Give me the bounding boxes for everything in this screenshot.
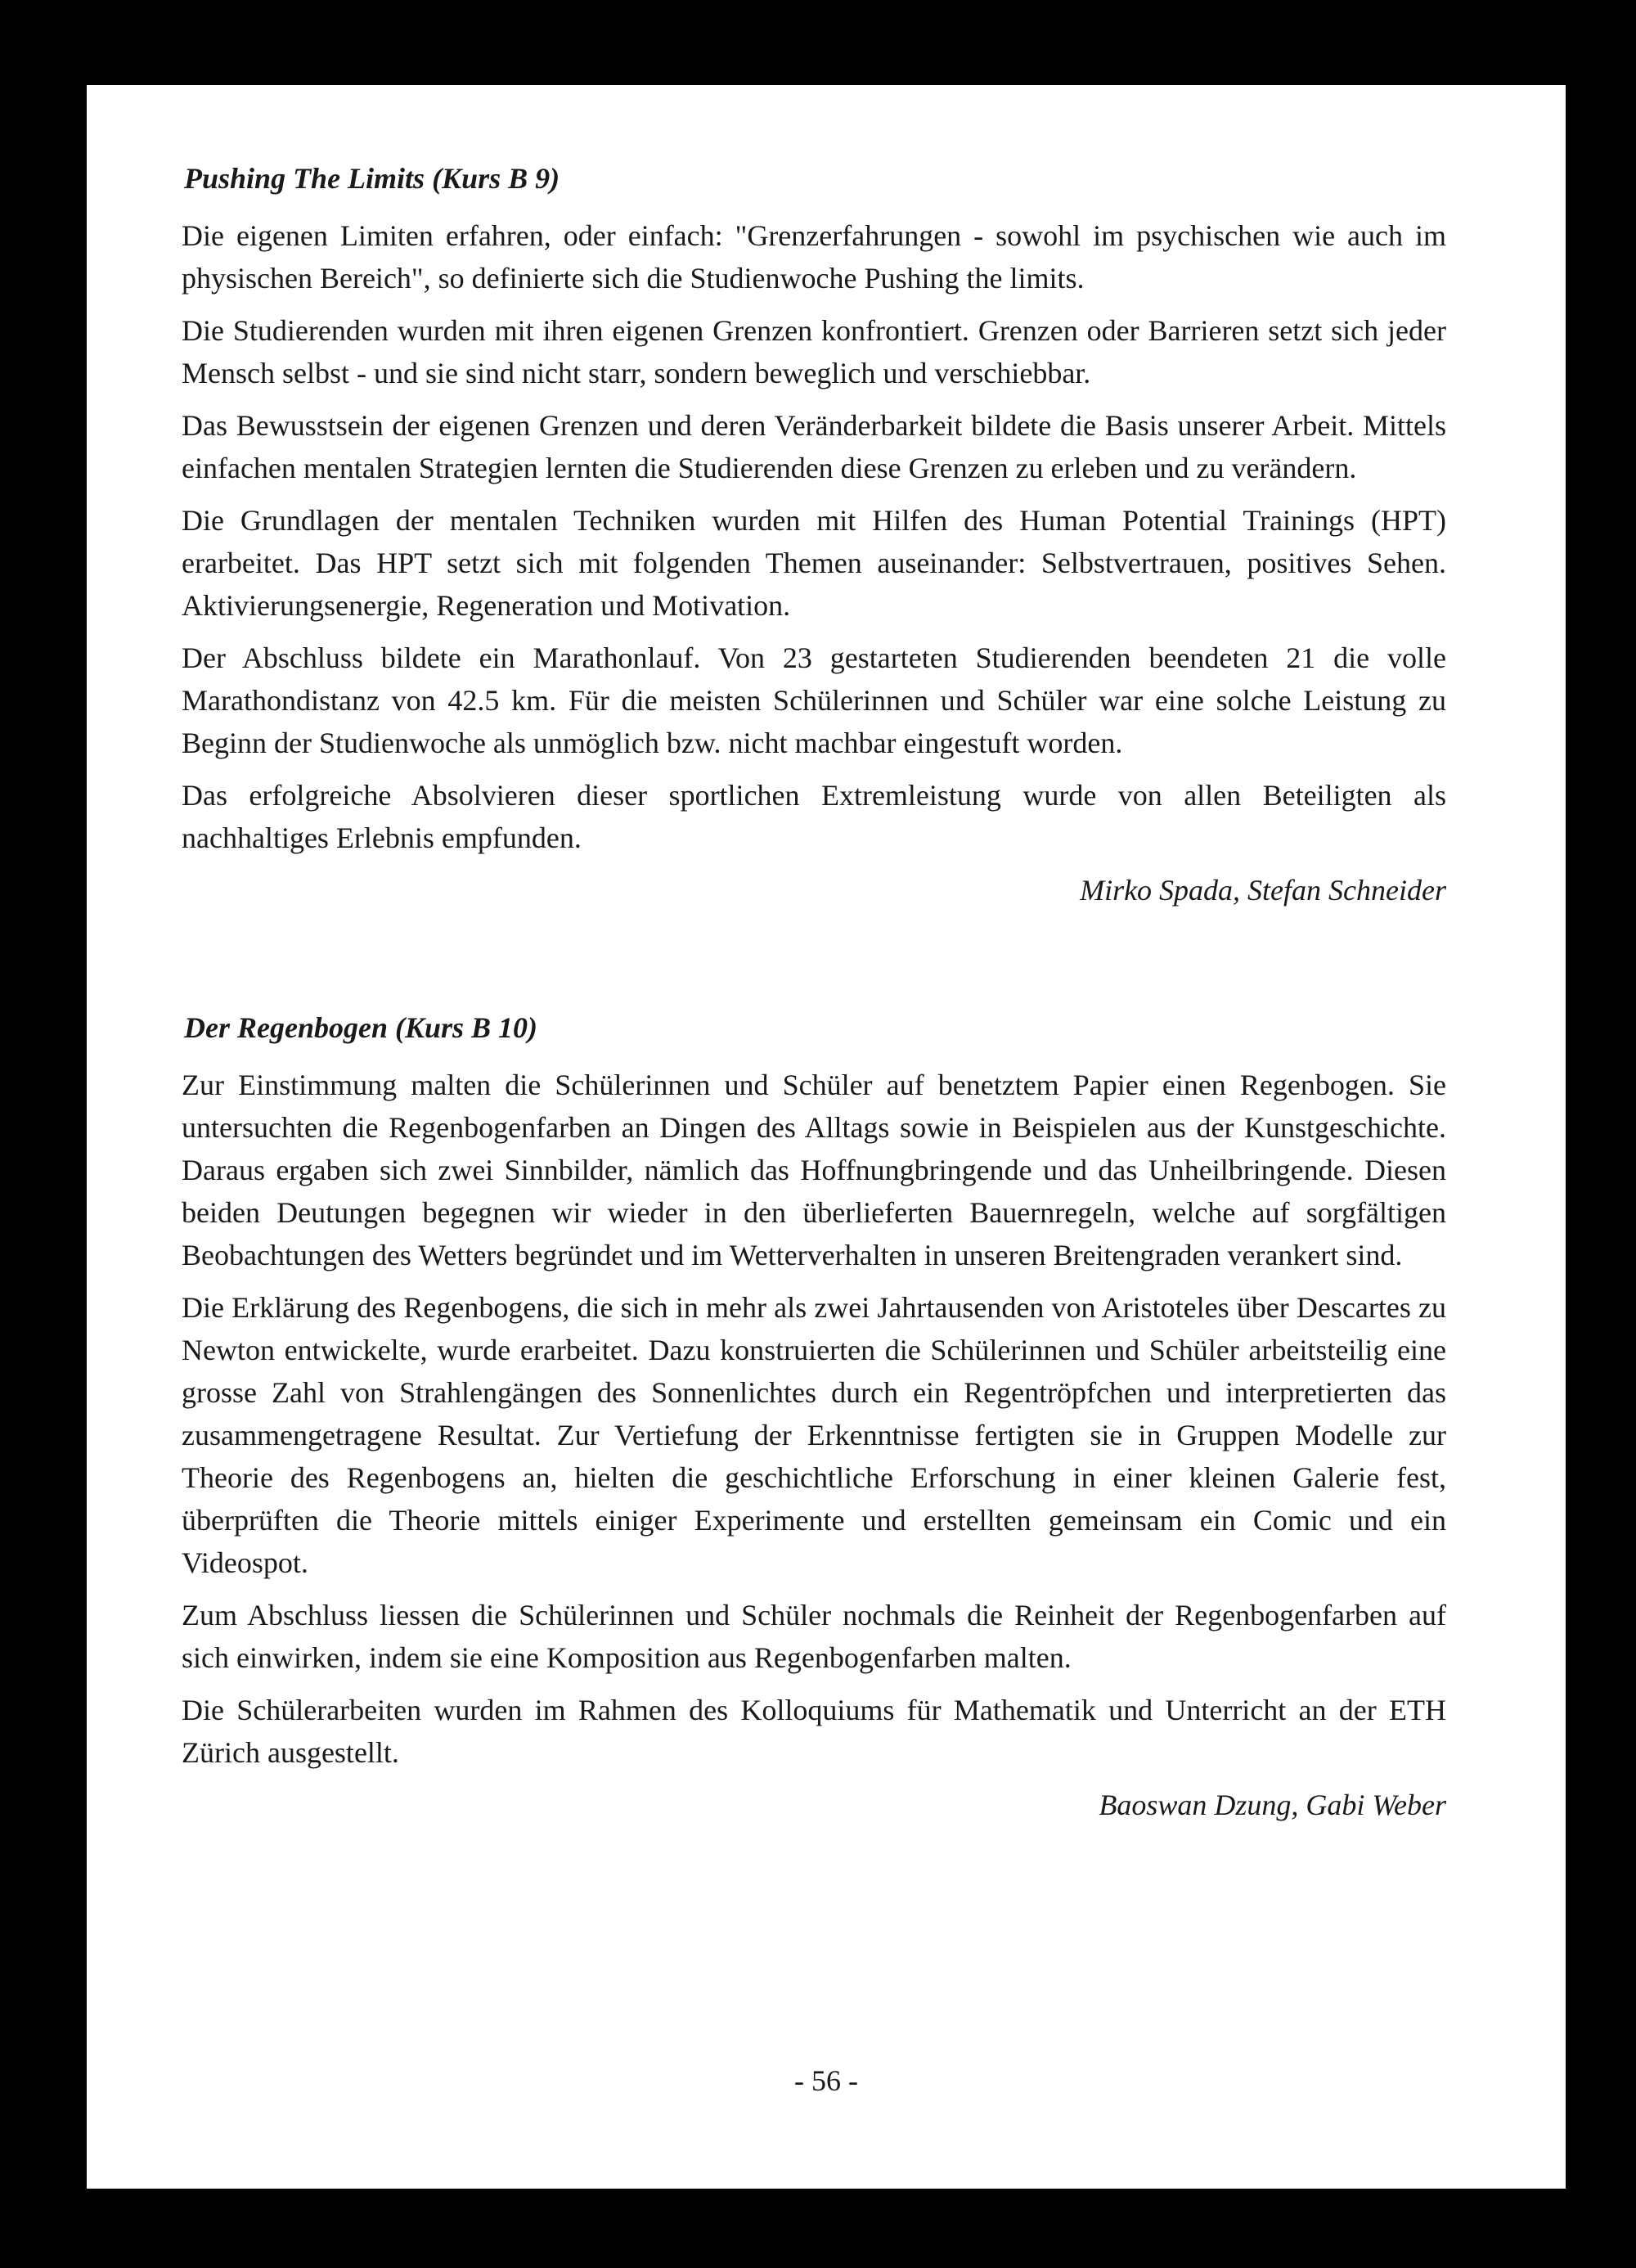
paragraph: Das erfolgreiche Absolvieren dieser sportlichen Extremleistung wurde von allen Beteiligten als nachhaltiges Erlebnis empfunden. [182, 779, 1446, 854]
section-authors: Baoswan Dzung, Gabi Weber [1099, 1789, 1446, 1821]
paragraph: Zum Abschluss liessen die Schülerinnen und Schüler nochmals die Reinheit der Regenbogenfarben auf sich einwirken, indem sie eine Komposition aus Regenbogenfarben malten. [182, 1599, 1446, 1674]
page-number: - 56 - [794, 2064, 858, 2097]
paragraph: Die Schülerarbeiten wurden im Rahmen des Kolloquiums für Mathematik und Unterricht an der ETH Zürich ausgestellt. [182, 1694, 1446, 1769]
paragraph: Die Grundlagen der mentalen Techniken wurden mit Hilfen des Human Potential Trainings (HPT) erarbeitet. Das HPT setzt sich mit folgenden Themen auseinander: Selbstvertrauen, positives Sehen. Aktivierungsenergie, Regeneration und Motivation. [182, 504, 1446, 622]
section-divider-space [182, 911, 1446, 1008]
paragraph: Zur Einstimmung malten die Schülerinnen und Schüler auf benetztem Papier einen Regenbogen. Sie untersuchten die Regenbogenfarben an Dingen des Alltags sowie in Beispielen aus der Kunstgeschichte. Daraus ergaben sich zwei Sinnbilder, nämlich das Hoffnungbringende und das Unheilbringende. Diesen beiden Deutungen begegnen wir wieder in den überlieferten Bauernregeln, welche auf sorgfältigen Beobachtungen des Wetters begründet und im Wetterverhalten in unseren Breitengraden verankert sind. [182, 1069, 1446, 1271]
section-der-regenbogen [182, 1008, 1446, 1826]
page-content [182, 159, 1446, 1826]
section-title: Der Regenbogen (Kurs B 10) [184, 1011, 538, 1044]
section-pushing-the-limits [182, 159, 1446, 911]
section-authors: Mirko Spada, Stefan Schneider [1080, 874, 1446, 907]
document-page [87, 85, 1566, 2189]
paragraph: Die eigenen Limiten erfahren, oder einfach: "Grenzerfahrungen - sowohl im psychischen wie auch im physischen Bereich", so definierte sich die Studienwoche Pushing the limits. [182, 219, 1446, 295]
paragraph: Die Erklärung des Regenbogens, die sich in mehr als zwei Jahrtausenden von Aristoteles über Descartes zu Newton entwickelte, wurde erarbeitet. Dazu konstruierten die Schülerinnen und Schüler arbeitsteilig eine grosse Zahl von Strahlengängen des Sonnenlichtes durch ein Regentröpfchen und interpretierten das zusammengetragene Resultat. Zur Vertiefung der Erkenntnisse fertigten sie in Gruppen Modelle zur Theorie des Regenbogens an, hielten die geschichtliche Erforschung in einer kleinen Galerie fest, überprüften die Theorie mittels einiger Experimente und erstellten gemeinsam ein Comic und ein Videospot. [182, 1291, 1446, 1579]
paragraph: Die Studierenden wurden mit ihren eigenen Grenzen konfrontiert. Grenzen oder Barrieren setzt sich jeder Mensch selbst - und sie sind nicht starr, sondern beweglich und verschiebbar. [182, 314, 1446, 389]
section-title: Pushing The Limits (Kurs B 9) [184, 162, 560, 195]
paragraph: Der Abschluss bildete ein Marathonlauf. Von 23 gestarteten Studierenden beendeten 21 die volle Marathondistanz von 42.5 km. Für die meisten Schülerinnen und Schüler war eine solche Leistung zu Beginn der Studienwoche als unmöglich bzw. nicht machbar eingestuft worden. [182, 641, 1446, 759]
paragraph: Das Bewusstsein der eigenen Grenzen und deren Veränderbarkeit bildete die Basis unserer Arbeit. Mittels einfachen mentalen Strategien lernten die Studierenden diese Grenzen zu erleben und zu verändern. [182, 409, 1446, 484]
